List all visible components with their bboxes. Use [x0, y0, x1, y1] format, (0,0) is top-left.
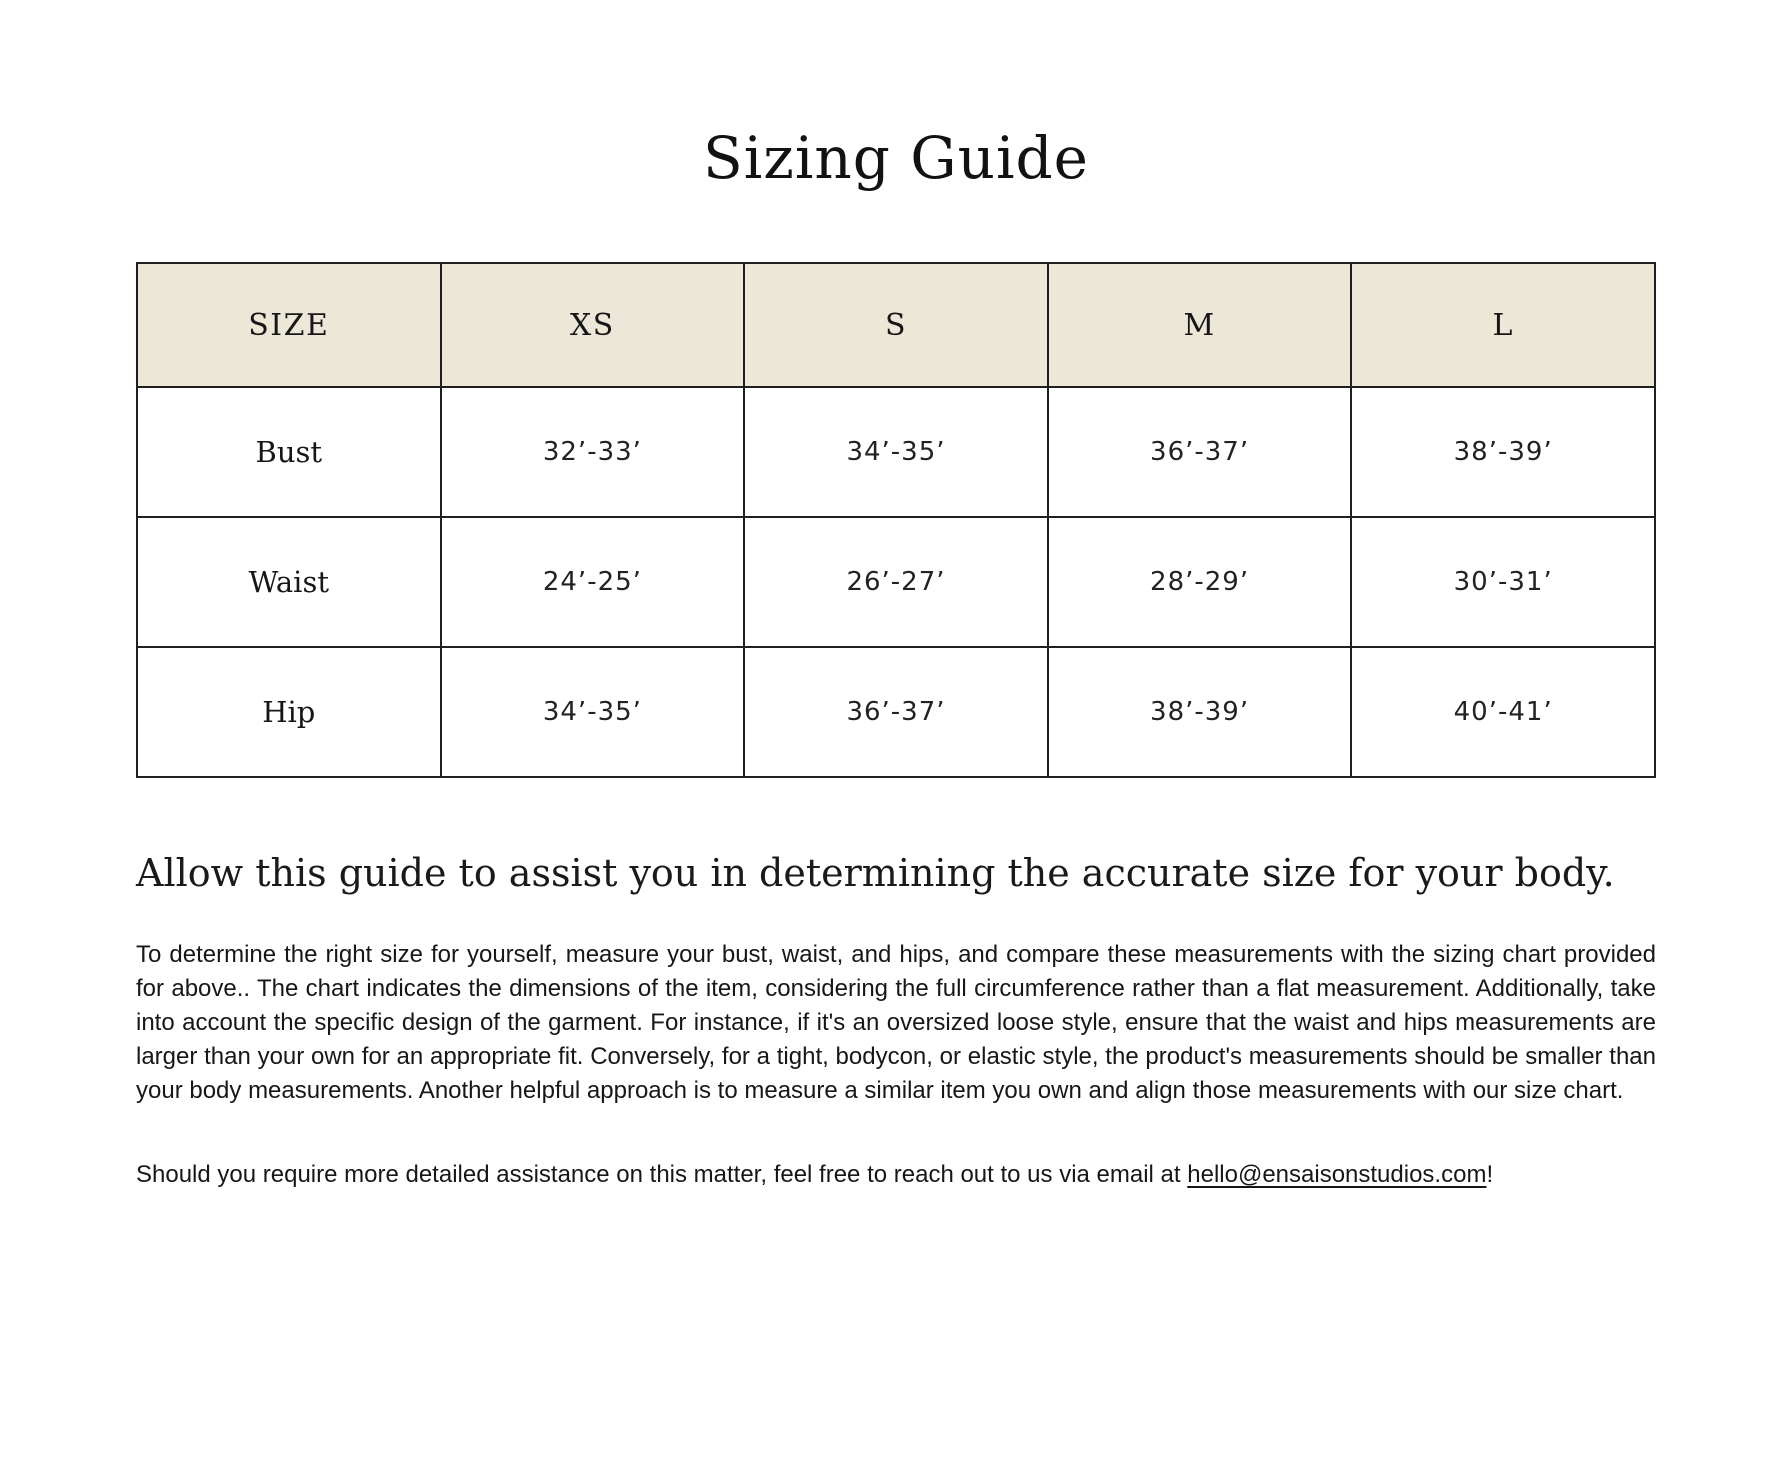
sizing-instructions-paragraph: To determine the right size for yourself, measure your bust, waist, and hips, and compare these measurements with the sizing chart provided for above.. The chart indicates the dimensions of the item, considering the full circumference rather than a flat measurement. Additionally, take into account the specific design of the garment. For instance, if it's an oversized loose style, ensure that the waist and hips measurements are larger than your own for an appropriate fit. Conversely, for a tight, bodycon, or elastic style, the product's measurements should be smaller than your body measurements. Another helpful approach is to measure a similar item you own and align those measurements with our size chart.: [136, 941, 1656, 1104]
guide-subheading: Allow this guide to assist you in determining the accurate size for your body.: [136, 851, 1615, 895]
column-header-l: L: [1351, 263, 1655, 387]
waist-l-value: 30’-31’: [1351, 517, 1655, 647]
column-header-xs: XS: [441, 263, 745, 387]
hip-m-value: 38’-39’: [1048, 647, 1352, 777]
hip-l-value: 40’-41’: [1351, 647, 1655, 777]
waist-s-value: 26’-27’: [744, 517, 1048, 647]
size-chart-header: [137, 263, 1655, 387]
page-title: Sizing Guide: [703, 124, 1089, 192]
table-row-bust: [137, 387, 1655, 517]
size-chart-table: [136, 262, 1656, 778]
contact-text-suffix: !: [1486, 1161, 1494, 1188]
bust-m-value: 36’-37’: [1048, 387, 1352, 517]
size-chart-body: [137, 387, 1655, 777]
row-label-hip: Hip: [137, 647, 441, 777]
table-row-waist: [137, 517, 1655, 647]
waist-xs-value: 24’-25’: [441, 517, 745, 647]
contact-text-prefix: Should you require more detailed assistance on this matter, feel free to reach out to us via email at: [136, 1161, 1188, 1188]
bust-s-value: 34’-35’: [744, 387, 1048, 517]
column-header-s: S: [744, 263, 1048, 387]
hip-s-value: 36’-37’: [744, 647, 1048, 777]
table-row-hip: [137, 647, 1655, 777]
row-label-waist: Waist: [137, 517, 441, 647]
bust-xs-value: 32’-33’: [441, 387, 745, 517]
row-label-bust: Bust: [137, 387, 441, 517]
column-header-m: M: [1048, 263, 1352, 387]
email-link[interactable]: hello@ensaisonstudios.com: [1187, 1161, 1487, 1188]
hip-xs-value: 34’-35’: [441, 647, 745, 777]
waist-m-value: 28’-29’: [1048, 517, 1352, 647]
contact-line: [136, 1158, 1656, 1192]
table-header-row: [137, 263, 1655, 387]
column-header-size: SIZE: [137, 263, 441, 387]
bust-l-value: 38’-39’: [1351, 387, 1655, 517]
sizing-guide-page: [0, 122, 1792, 1466]
